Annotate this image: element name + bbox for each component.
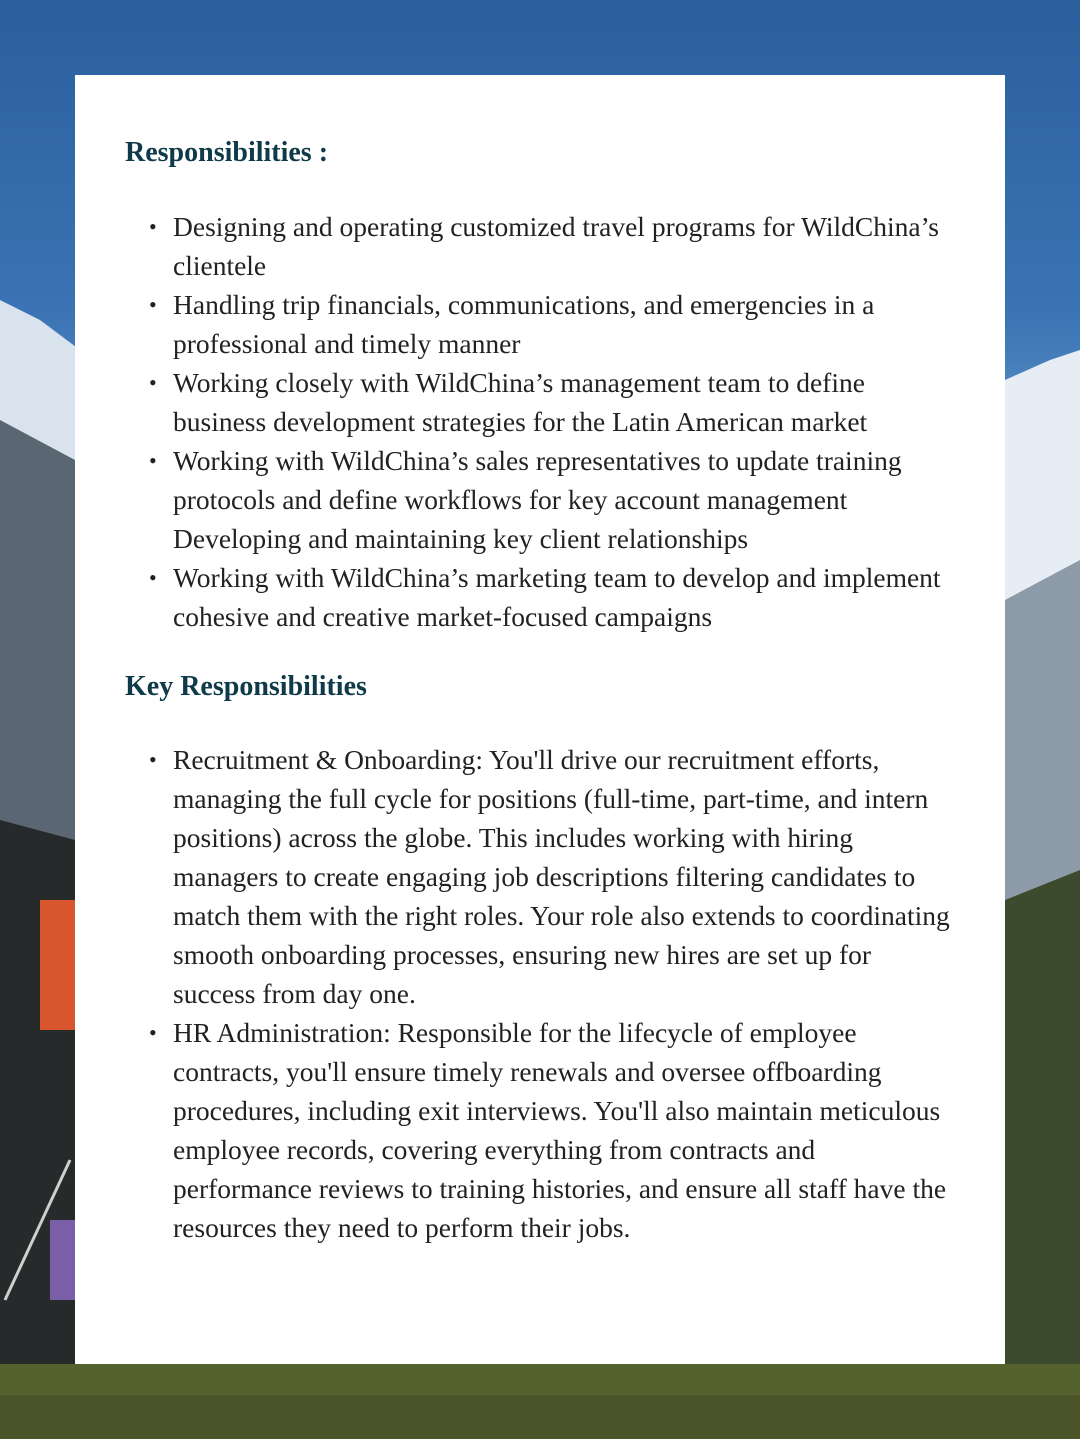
list-item <box>125 363 955 441</box>
list-item <box>125 558 955 636</box>
list-item-text: HR Administration: Responsible for the lifecycle of employee contracts, you'll ensure timely renewals and oversee offboarding procedures, including exit interviews. You'll also maintain meticulous employee records, covering everything from contracts and performance reviews to training histories, and ensure all staff have the resources they need to perform their jobs. <box>173 1017 947 1243</box>
list-item-text: Working with WildChina’s sales representatives to update training protocols and define workflows for key account management Developing and maintaining key client relationships <box>173 445 902 554</box>
bullet-icon: • <box>149 448 157 473</box>
responsibilities-list <box>125 207 955 636</box>
key-responsibilities-heading: Key Responsibilities <box>125 671 367 702</box>
bullet-icon: • <box>149 370 157 395</box>
list-item-text: Recruitment & Onboarding: You'll drive our recruitment efforts, managing the full cycle for positions (full-time, part-time, and intern positions) across the globe. This includes working with hiring managers to create engaging job descriptions filtering candidates to match them with the right roles. Your role also extends to coordinating smooth onboarding processes, ensuring new hires are set up for success from day one. <box>173 744 950 1009</box>
bullet-icon: • <box>149 565 157 590</box>
list-item-text: Handling trip financials, communications, and emergencies in a professional and timely manner <box>173 289 875 359</box>
responsibilities-heading: Responsibilities : <box>125 137 329 168</box>
key-responsibilities-list <box>125 740 955 1247</box>
list-item <box>125 1013 955 1247</box>
bullet-icon: • <box>149 1020 157 1045</box>
list-item-text: Working closely with WildChina’s management team to define business development strategies for the Latin American market <box>173 367 868 437</box>
list-item <box>125 207 955 285</box>
bullet-icon: • <box>149 292 157 317</box>
list-item <box>125 285 955 363</box>
bullet-icon: • <box>149 214 157 239</box>
list-item <box>125 441 955 558</box>
list-item-text: Designing and operating customized travel programs for WildChina’s clientele <box>173 211 939 281</box>
content-card <box>75 75 1005 1364</box>
list-item-text: Working with WildChina’s marketing team to develop and implement cohesive and creative market-focused campaigns <box>173 562 941 632</box>
list-item <box>125 740 955 1013</box>
bullet-icon: • <box>149 747 157 772</box>
